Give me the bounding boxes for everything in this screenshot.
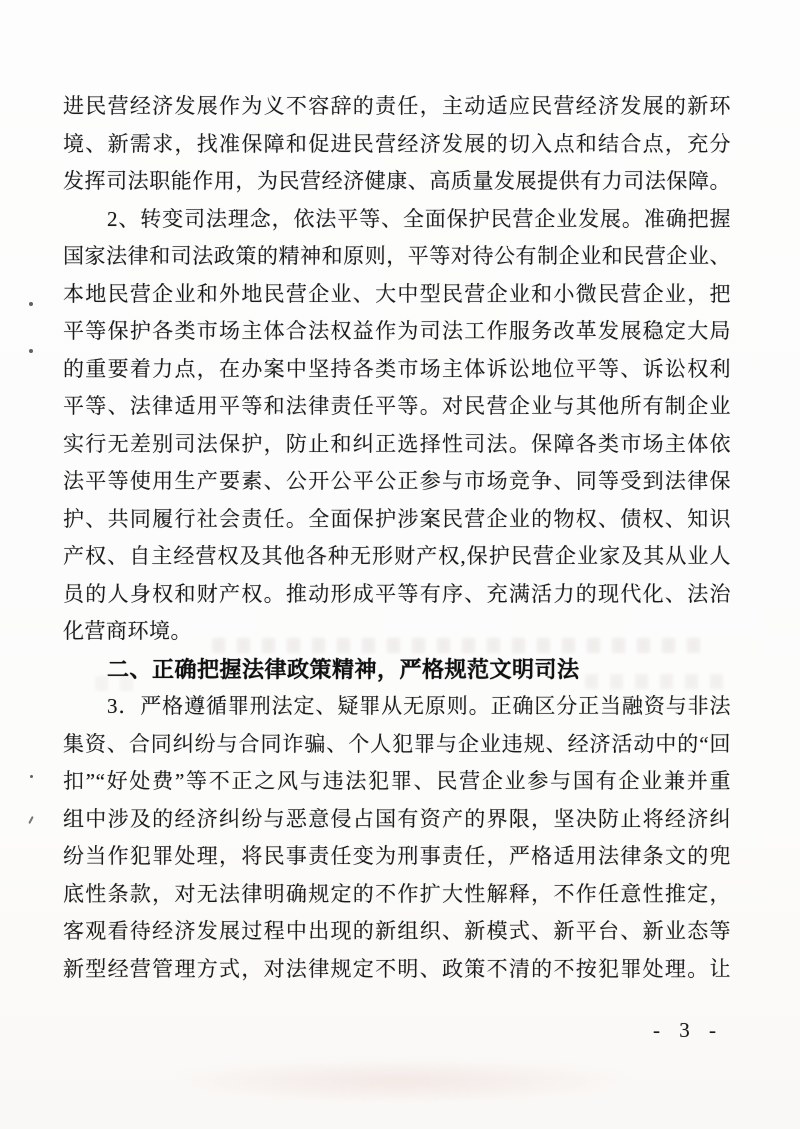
doc-line: 集资、合同纠纷与合同诈骗、个人犯罪与企业违规、经济活动中的“回 xyxy=(63,731,731,756)
margin-scan-mark xyxy=(30,775,33,778)
margin-scan-mark xyxy=(29,302,33,306)
page-number: - 3 - xyxy=(653,1018,722,1042)
doc-line: 2、转变司法理念，依法平等、全面保护民营企业发展。准确把握 xyxy=(107,206,731,231)
doc-line: 纷当作犯罪处理，将民事责任变为刑事责任，严格适用法律条文的兜 xyxy=(63,844,731,868)
doc-line: 3．严格遵循罪刑法定、疑罪从无原则。正确区分正当融资与非法 xyxy=(107,694,731,718)
margin-scan-mark xyxy=(28,816,34,824)
doc-line: 进民营经济发展作为义不容辞的责任，主动适应民营经济发展的新环 xyxy=(63,94,731,118)
doc-line: 境、新需求，找准保障和促进民营经济发展的切入点和结合点，充分 xyxy=(63,131,731,156)
doc-line: 发挥司法职能作用，为民营经济健康、高质量发展提供有力司法保障。 xyxy=(63,169,731,193)
bleed-through-artifact xyxy=(95,676,135,691)
doc-line: 员的人身权和财产权。推动形成平等有序、充满活力的现代化、法治 xyxy=(63,581,731,606)
bleed-through-artifact xyxy=(212,638,712,653)
doc-line: 本地民营企业和外地民营企业、大中型民营企业和小微民营企业，把 xyxy=(63,281,731,306)
doc-line: 国家法律和司法政策的精神和原则，平等对待公有制企业和民营企业、 xyxy=(63,244,731,268)
doc-line: 客观看待经济发展过程中出现的新组织、新模式、新平台、新业态等 xyxy=(63,919,731,943)
doc-line: 平等、法律适用平等和法律责任平等。对民营企业与其他所有制企业 xyxy=(63,394,731,418)
doc-line: 产权、自主经营权及其他各种无形财产权,保护民营企业家及其从业人 xyxy=(63,544,731,568)
bleed-through-artifact xyxy=(160,1058,640,1104)
section-heading: 二、正确把握法律政策精神，严格规范文明司法 xyxy=(107,656,580,682)
doc-line: 组中涉及的经济纠纷与恶意侵占国有资产的界限，坚决防止将经济纠 xyxy=(63,806,731,831)
margin-scan-mark xyxy=(29,349,33,353)
doc-line: 底性条款，对无法律明确规定的不作扩大性解释，不作任意性推定， xyxy=(63,881,731,906)
document-body xyxy=(63,88,731,988)
doc-line: 的重要着力点，在办案中坚持各类市场主体诉讼地位平等、诉讼权利 xyxy=(63,356,731,381)
doc-line: 扣”“好处费”等不正之风与违法犯罪、民营企业参与国有企业兼并重 xyxy=(63,769,731,793)
doc-line: 平等保护各类市场主体合法权益作为司法工作服务改革发展稳定大局 xyxy=(63,319,731,343)
bleed-through-artifact xyxy=(585,674,733,689)
doc-line: 护、共同履行社会责任。全面保护涉案民营企业的物权、债权、知识 xyxy=(63,506,731,531)
doc-line: 实行无差别司法保护，防止和纠正选择性司法。保障各类市场主体依 xyxy=(63,431,731,456)
doc-line: 新型经营管理方式，对法律规定不明、政策不清的不按犯罪处理。让 xyxy=(63,956,731,981)
doc-line: 法平等使用生产要素、公开公平公正参与市场竞争、同等受到法律保 xyxy=(63,469,731,493)
doc-line: 化营商环境。 xyxy=(63,619,192,643)
